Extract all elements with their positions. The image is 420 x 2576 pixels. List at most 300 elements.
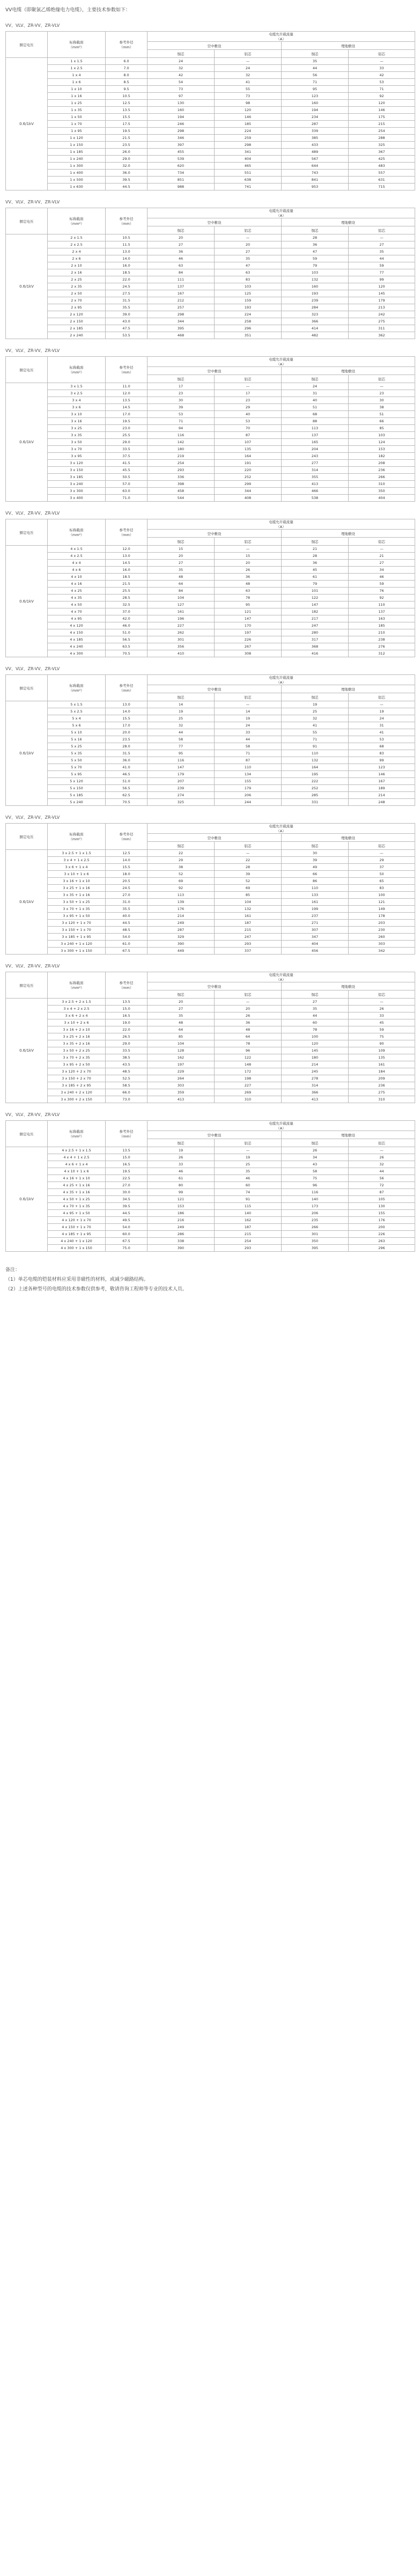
table-cell: 5 x 150: [48, 785, 106, 792]
table-cell: 3 x 240 + 1 x 120: [48, 941, 106, 948]
table-cell: 19: [215, 1154, 282, 1161]
table-cell: 35: [282, 1006, 349, 1012]
table-cell: 71: [215, 750, 282, 757]
table-cell: 21: [282, 546, 349, 553]
table-cell: 86: [282, 878, 349, 885]
table-cell: 29.0: [106, 156, 148, 163]
table-cell: 39.5: [106, 177, 148, 184]
table-cell: 104: [148, 595, 215, 601]
air-header: 空中敷设: [148, 367, 282, 375]
table-cell: 1 x 120: [48, 135, 106, 142]
ground-header: 埋地敷设: [282, 834, 415, 842]
table-cell: 69: [148, 878, 215, 885]
table-cell: 28: [282, 553, 349, 560]
table-cell: 120: [349, 100, 415, 107]
table-cell: 45: [282, 567, 349, 574]
table-row: [6, 1082, 415, 1089]
table-cell: 4 x 10 + 1 x 6: [48, 1168, 106, 1175]
table-cell: 2 x 70: [48, 297, 106, 304]
table-cell: 5 x 10: [48, 729, 106, 736]
table-cell: 1 x 2.5: [48, 65, 106, 72]
voltage-header: 额定电压: [6, 824, 48, 850]
table-cell: 3 x 16: [48, 418, 106, 425]
table-row: [6, 290, 415, 297]
table-cell: 100: [349, 892, 415, 899]
table-cell: 46: [148, 255, 215, 262]
table-cell: 148: [215, 1061, 282, 1068]
table-cell: 27.0: [106, 1182, 148, 1189]
table-cell: 163: [349, 615, 415, 622]
table-cell: 226: [215, 636, 282, 643]
table-cell: —: [349, 546, 415, 553]
table-cell: 24: [282, 383, 349, 390]
table-cell: 94: [148, 425, 215, 432]
table-cell: 29: [148, 857, 215, 864]
table-cell: 3 x 4 + 1 x 2.5: [48, 857, 106, 864]
table-cell: 30: [349, 397, 415, 404]
ground-header: 埋地敷设: [282, 367, 415, 375]
table-cell: 3 x 35 + 2 x 16: [48, 1040, 106, 1047]
table-cell: 557: [349, 170, 415, 177]
table-cell: 29.0: [106, 439, 148, 446]
cu-header: 铜芯: [282, 538, 349, 546]
table-cell: 416: [282, 650, 349, 657]
table-cell: 41: [349, 729, 415, 736]
table-cell: 323: [282, 311, 349, 318]
table-cell: 3 x 240: [48, 481, 106, 488]
cu-header: 铜芯: [148, 1139, 215, 1147]
table-cell: 66.0: [106, 1089, 148, 1096]
table-cell: 162: [148, 1054, 215, 1061]
table-row: [6, 1231, 415, 1238]
table-cell: 84: [148, 269, 215, 276]
table-cell: 23: [148, 390, 215, 397]
table-cell: 95: [215, 601, 282, 608]
current-header: 电缆允许载流量 （A）: [148, 824, 415, 834]
table-cell: 303: [349, 941, 415, 948]
table-cell: 116: [148, 757, 215, 764]
table-cell: 32: [349, 1161, 415, 1168]
table-cell: 92: [349, 93, 415, 100]
table-cell: 4 x 35 + 1 x 16: [48, 1189, 106, 1196]
table-row: [6, 871, 415, 878]
table-cell: 31: [349, 722, 415, 729]
table-cell: 161: [148, 608, 215, 615]
table-row: [6, 899, 415, 906]
table-cell: 45.5: [106, 467, 148, 474]
table-cell: 13.5: [106, 397, 148, 404]
table-cell: 19.5: [106, 1168, 148, 1175]
table-cell: 16.5: [106, 1012, 148, 1019]
table-cell: 3 x 6: [48, 404, 106, 411]
table-cell: 4 x 25 + 1 x 16: [48, 1182, 106, 1189]
table-cell: 52: [215, 878, 282, 885]
table-cell: 20: [215, 560, 282, 567]
table-cell: 132: [282, 757, 349, 764]
table-cell: 4 x 95 + 1 x 50: [48, 1210, 106, 1217]
table-row: [6, 495, 415, 502]
table-cell: 57.0: [106, 481, 148, 488]
table-row: [6, 93, 415, 100]
table-caption: VV、VLV、ZR-VV、ZR-VLV: [5, 511, 60, 516]
table-cell: 4 x 6: [48, 567, 106, 574]
table-cell: 24: [215, 722, 282, 729]
voltage-cell: 0.6/1kV: [6, 58, 48, 190]
table-cell: 44.5: [106, 184, 148, 190]
table-cell: 198: [215, 1075, 282, 1082]
table-cell: 87: [215, 432, 282, 439]
notes-section: [5, 1266, 415, 1294]
table-cell: 53: [148, 411, 215, 418]
table-cell: 3 x 50: [48, 439, 106, 446]
table-row: [6, 643, 415, 650]
table-cell: 212: [148, 297, 215, 304]
table-cell: —: [215, 999, 282, 1006]
table-row: [6, 248, 415, 255]
table-cell: 17: [215, 390, 282, 397]
table-row: [6, 1096, 415, 1103]
table-cell: 12.0: [106, 390, 148, 397]
cu-header: 铜芯: [148, 50, 215, 58]
table-cell: 43: [282, 1161, 349, 1168]
table-cell: 60: [215, 1182, 282, 1189]
table-cell: 263: [349, 1238, 415, 1245]
table-cell: —: [349, 58, 415, 65]
table-cell: 31.5: [106, 750, 148, 757]
table-cell: 32: [148, 722, 215, 729]
od-header: 参考外径 （mm）: [106, 519, 148, 546]
od-header: 参考外径 （mm）: [106, 675, 148, 701]
table-cell: 22.0: [106, 1026, 148, 1033]
table-cell: 187: [215, 1224, 282, 1231]
table-cell: 204: [282, 446, 349, 453]
table-cell: 31.0: [106, 899, 148, 906]
table-cell: 344: [215, 488, 282, 495]
table-cell: 258: [215, 318, 282, 325]
table-cell: 19: [349, 708, 415, 715]
table-cell: 22: [148, 850, 215, 857]
air-header: 空中敷设: [148, 685, 282, 693]
table-cell: 3 x 25: [48, 425, 106, 432]
table-row: [6, 567, 415, 574]
table-cell: 27: [148, 1006, 215, 1012]
table-cell: 3 x 95 + 1 x 50: [48, 913, 106, 920]
table-cell: 310: [349, 481, 415, 488]
table-cell: 433: [282, 142, 349, 149]
table-cell: —: [349, 383, 415, 390]
table-row: [6, 913, 415, 920]
table-row: [6, 778, 415, 785]
table-cell: 224: [215, 311, 282, 318]
table-row: [6, 546, 415, 553]
table-cell: 35: [148, 1012, 215, 1019]
table-cell: 115: [215, 1203, 282, 1210]
table-cell: 71: [349, 86, 415, 93]
table-row: [6, 1054, 415, 1061]
table-cell: 489: [282, 149, 349, 156]
table-row: [6, 715, 415, 722]
ground-header: 埋地敷设: [282, 42, 415, 50]
table-cell: 75.0: [106, 1245, 148, 1252]
table-cell: 4 x 150 + 1 x 70: [48, 1224, 106, 1231]
table-cell: 20: [148, 234, 215, 241]
table-cell: 538: [282, 495, 349, 502]
table-cell: 284: [282, 304, 349, 311]
table-cell: 80: [148, 1182, 215, 1189]
table-cell: 2 x 4: [48, 248, 106, 255]
cable-spec-table: [5, 356, 415, 502]
table-cell: 2 x 25: [48, 276, 106, 283]
table-cell: 26.5: [106, 1033, 148, 1040]
table-cell: 123: [349, 764, 415, 771]
table-cell: 104: [215, 899, 282, 906]
table-cell: 61: [282, 574, 349, 581]
table-row: [6, 100, 415, 107]
table-cell: 638: [215, 177, 282, 184]
table-cell: 99: [349, 276, 415, 283]
cable-spec-table: [5, 208, 415, 339]
table-cell: 44: [349, 1168, 415, 1175]
table-cell: 267: [215, 643, 282, 650]
table-cell: 63: [148, 262, 215, 269]
table-cell: 27.0: [106, 892, 148, 899]
table-cell: 35.5: [106, 906, 148, 913]
table-cell: 33: [349, 1012, 415, 1019]
cu-header: 铜芯: [282, 842, 349, 850]
table-cell: 63.0: [106, 488, 148, 495]
table-row: [6, 432, 415, 439]
cable-spec-table: [5, 823, 415, 955]
note-item-1: （1）单芯电缆的铠装材料应采用非磁性的材料，或减少磁路结构。: [5, 1277, 149, 1282]
table-cell: 3 x 25 + 1 x 16: [48, 885, 106, 892]
table-cell: 46: [215, 1175, 282, 1182]
table-cell: 38.5: [106, 1054, 148, 1061]
table-cell: 466: [282, 488, 349, 495]
table-row: [6, 149, 415, 156]
voltage-cell: 0.6/1kV: [6, 999, 48, 1103]
table-cell: 3 x 1.5: [48, 383, 106, 390]
table-row: [6, 1033, 415, 1040]
table-cell: 3 x 185 + 1 x 95: [48, 934, 106, 941]
table-cell: 140: [282, 1196, 349, 1203]
table-cell: 44.5: [106, 920, 148, 927]
table-cell: 367: [349, 149, 415, 156]
table-cell: 455: [148, 149, 215, 156]
table-cell: 3 x 10 + 2 x 6: [48, 1019, 106, 1026]
al-header: 铝芯: [349, 50, 415, 58]
table-cell: 107: [215, 439, 282, 446]
table-cell: 48.5: [106, 927, 148, 934]
table-row: [6, 948, 415, 955]
table-row: [6, 1154, 415, 1161]
table-cell: 227: [148, 622, 215, 629]
table-row: [6, 453, 415, 460]
notes-title: 备注：: [5, 1267, 20, 1273]
table-cell: 4 x 150: [48, 629, 106, 636]
table-cell: 288: [349, 135, 415, 142]
table-cell: 18.0: [106, 871, 148, 878]
table-row: [6, 276, 415, 283]
table-cell: 5 x 25: [48, 743, 106, 750]
table-cell: 344: [148, 318, 215, 325]
table-cell: 145: [349, 290, 415, 297]
table-cell: 26.0: [106, 149, 148, 156]
table-cell: 32.0: [106, 163, 148, 170]
table-cell: 182: [282, 608, 349, 615]
table-cell: 366: [282, 1089, 349, 1096]
table-cell: 230: [349, 927, 415, 934]
table-cell: 199: [282, 906, 349, 913]
table-cell: 73.0: [106, 1096, 148, 1103]
table-cell: 277: [282, 460, 349, 467]
table-row: [6, 467, 415, 474]
table-cell: 15.5: [106, 715, 148, 722]
table-cell: 296: [349, 1245, 415, 1252]
table-cell: 1 x 50: [48, 114, 106, 121]
table-cell: 3 x 300: [48, 488, 106, 495]
table-row: [6, 1224, 415, 1231]
cable-spec-table: [5, 31, 415, 190]
table-caption: VV、VLV、ZR-VV、ZR-VLV: [5, 200, 60, 204]
voltage-header: 额定电压: [6, 519, 48, 546]
table-row: [6, 878, 415, 885]
table-cell: 3 x 50 + 1 x 25: [48, 899, 106, 906]
table-cell: 60: [282, 1019, 349, 1026]
table-row: [6, 1012, 415, 1019]
table-cell: 10.5: [106, 234, 148, 241]
table-cell: 92: [349, 595, 415, 601]
table-cell: 33: [349, 65, 415, 72]
voltage-cell: 0.6/1kV: [6, 701, 48, 806]
table-cell: 65: [349, 878, 415, 885]
table-row: [6, 927, 415, 934]
table-cell: 1 x 70: [48, 121, 106, 128]
table-cell: 51.0: [106, 778, 148, 785]
ground-header: 埋地敷设: [282, 530, 415, 538]
table-cell: 71.0: [106, 495, 148, 502]
table-cell: 3 x 35 + 1 x 16: [48, 892, 106, 899]
table-cell: 46.5: [106, 771, 148, 778]
table-cell: 64: [215, 1033, 282, 1040]
table-cell: 841: [282, 177, 349, 184]
table-row: [6, 906, 415, 913]
table-cell: 43.5: [106, 1061, 148, 1068]
table-row: [6, 460, 415, 467]
table-cell: 17.5: [106, 121, 148, 128]
table-cell: 1 x 16: [48, 93, 106, 100]
table-row: [6, 771, 415, 778]
table-cell: 15.5: [106, 114, 148, 121]
current-header: 电缆允许载流量 （A）: [148, 208, 415, 218]
table-cell: 70.5: [106, 650, 148, 657]
table-cell: 5 x 4: [48, 715, 106, 722]
voltage-header: 额定电压: [6, 675, 48, 701]
table-cell: 56.5: [106, 785, 148, 792]
table-cell: 13.0: [106, 553, 148, 560]
table-cell: 61: [148, 1175, 215, 1182]
table-cell: 13.0: [106, 701, 148, 708]
table-cell: 186: [148, 1210, 215, 1217]
air-header: 空中敷设: [148, 218, 282, 226]
current-header: 电缆允许载流量 （A）: [148, 675, 415, 685]
table-cell: 153: [148, 1203, 215, 1210]
table-cell: 99: [349, 757, 415, 764]
table-cell: 229: [148, 1068, 215, 1075]
table-cell: 19.5: [106, 128, 148, 135]
table-cell: 110: [282, 750, 349, 757]
table-row: [6, 622, 415, 629]
table-cell: 5 x 185: [48, 792, 106, 799]
table-cell: 254: [215, 1238, 282, 1245]
table-cell: 408: [215, 495, 282, 502]
table-cell: 21.5: [106, 581, 148, 588]
table-cell: 38: [148, 864, 215, 871]
table-cell: 4 x 50 + 1 x 25: [48, 1196, 106, 1203]
table-cell: 19: [148, 708, 215, 715]
table-cell: 164: [282, 764, 349, 771]
table-cell: 398: [148, 481, 215, 488]
table-cell: 23.5: [106, 142, 148, 149]
table-cell: 83: [215, 276, 282, 283]
table-cell: 4 x 16: [48, 581, 106, 588]
table-cell: 3 x 25 + 2 x 16: [48, 1033, 106, 1040]
table-row: [6, 1238, 415, 1245]
table-cell: 19.0: [106, 1019, 148, 1026]
table-row: [6, 553, 415, 560]
table-cell: 165: [282, 439, 349, 446]
table-cell: 31.5: [106, 297, 148, 304]
table-cell: 245: [282, 1068, 349, 1075]
table-cell: 3 x 185 + 2 x 95: [48, 1082, 106, 1089]
table-cell: 74: [215, 1189, 282, 1196]
table-cell: 182: [349, 453, 415, 460]
al-header: 铝芯: [349, 375, 415, 383]
table-cell: 97: [148, 93, 215, 100]
table-cell: 743: [282, 170, 349, 177]
table-cell: 5 x 95: [48, 771, 106, 778]
table-cell: 252: [215, 474, 282, 481]
table-cell: 236: [349, 1082, 415, 1089]
table-cell: 63: [215, 269, 282, 276]
table-cell: 55: [215, 86, 282, 93]
table-cell: 13.5: [106, 107, 148, 114]
table-cell: 3 x 95: [48, 453, 106, 460]
table-row: [6, 255, 415, 262]
table-cell: 4 x 70: [48, 608, 106, 615]
table-cell: 40.0: [106, 913, 148, 920]
al-header: 铝芯: [215, 375, 282, 383]
table-cell: 48: [148, 1019, 215, 1026]
table-cell: 24: [148, 58, 215, 65]
table-cell: 58: [215, 743, 282, 750]
table-row: [6, 1182, 415, 1189]
table-cell: 3 x 2.5 + 1 x 1.5: [48, 850, 106, 857]
table-cell: 4 x 35: [48, 595, 106, 601]
table-cell: 20.0: [106, 729, 148, 736]
table-cell: 1 x 25: [48, 100, 106, 107]
table-row: [6, 283, 415, 290]
table-cell: 4 x 120: [48, 622, 106, 629]
table-cell: 23.0: [106, 425, 148, 432]
table-row: [6, 142, 415, 149]
table-cell: 217: [282, 615, 349, 622]
table-cell: 18.5: [106, 574, 148, 581]
table-cell: 24.5: [106, 283, 148, 290]
table-cell: 101: [282, 588, 349, 595]
air-header: 空中敷设: [148, 1131, 282, 1139]
table-cell: 193: [215, 304, 282, 311]
table-cell: 271: [282, 920, 349, 927]
